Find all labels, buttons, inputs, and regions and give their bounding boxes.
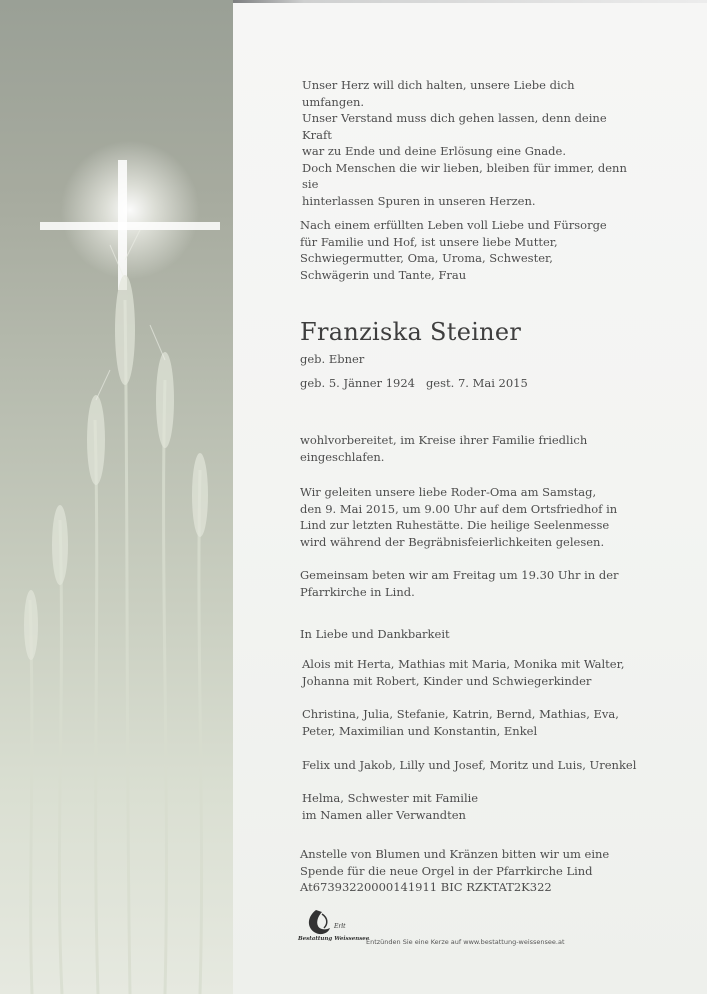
cross-horizontal-beam: [40, 222, 220, 230]
family-sister: Helma, Schwester mit Familie im Namen aller Verwandten: [302, 791, 479, 822]
logo-word-top: Erlt: [334, 923, 346, 930]
logo-word-bottom: Bestattung Weissensee: [298, 936, 370, 942]
passing-text: wohlvorbereitet, im Kreise ihrer Familie friedlich eingeschlafen.: [300, 433, 588, 464]
footer-caption: Entzünden Sie eine Kerze auf www.bestattung-weissensee.at: [366, 938, 565, 946]
family-grandchildren: Christina, Julia, Stefanie, Katrin, Bernd, Mathias, Eva, Peter, Maximilian und Konstantin, Enkel: [302, 707, 619, 738]
funeral-home-logo: [298, 906, 370, 946]
memorial-poem: Unser Herz will dich halten, unsere Liebe dich umfangen. Unser Verstand muss dich gehen lassen, denn deine Kraft war zu Ende und deine Erlösung eine Gnade. Doch Menschen die wir lieben, bleiben für immer, denn sie hinterlassen Spuren in unseren Herzen.: [302, 78, 627, 208]
family-children: Alois mit Herta, Mathias mit Maria, Monika mit Walter, Johanna mit Robert, Kinder und Schwiegerkinder: [302, 657, 625, 688]
deceased-name: Franziska Steiner: [300, 318, 522, 346]
wheat-field-illustration: [0, 0, 233, 994]
wheat-photo-panel: [0, 0, 233, 994]
family-great-grandchildren: Felix und Jakob, Lilly und Josef, Moritz und Luis, Urenkel: [302, 758, 637, 772]
prayer-info: Gemeinsam beten wir am Freitag um 19.30 Uhr in der Pfarrkirche in Lind.: [300, 568, 619, 599]
top-divider: [233, 0, 707, 3]
dove-icon: [298, 906, 370, 946]
thanks-line: In Liebe und Dankbarkeit: [300, 627, 450, 641]
intro-text: Nach einem erfüllten Leben voll Liebe und Fürsorge für Familie und Hof, ist unsere liebe Mutter, Schwiegermutter, Oma, Uroma, Schwester, Schwägerin und Tante, Frau: [300, 218, 607, 282]
cross-vertical-beam: [118, 160, 127, 290]
funeral-info: Wir geleiten unsere liebe Roder-Oma am Samstag, den 9. Mai 2015, um 9.00 Uhr auf dem Ortsfriedhof in Lind zur letzten Ruhestätte. Die heilige Seelenmesse wird während der Begräbnisfeierlichkeiten gelesen.: [300, 485, 618, 549]
donation-request: Anstelle von Blumen und Kränzen bitten wir um eine Spende für die neue Orgel in der Pfarrkirche Lind At67393220000141911 BIC RZKTAT2K322: [300, 847, 610, 894]
life-dates: geb. 5. Jänner 1924 gest. 7. Mai 2015: [300, 376, 528, 390]
maiden-name: geb. Ebner: [300, 352, 365, 366]
